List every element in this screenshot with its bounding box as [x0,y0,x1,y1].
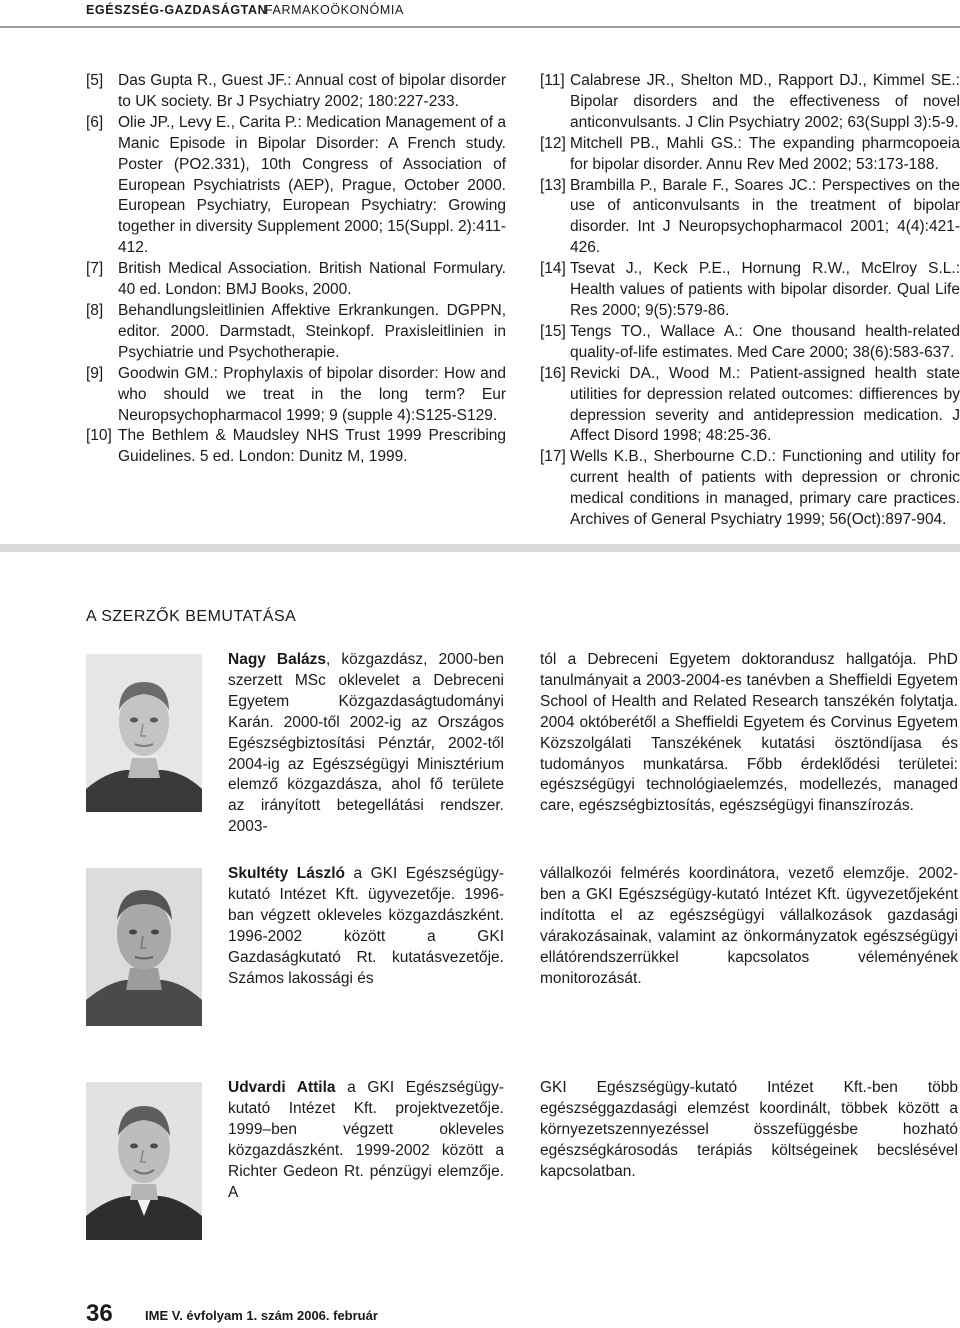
reference-item [540,259,960,322]
portrait-icon [86,868,202,1026]
reference-list-right [540,71,960,531]
reference-text: Brambilla P., Barale F., Soares JC.: Perspectives on the use of anticonvulsants in the treatment of bipolar disorder. Int J Neuropsychopharmacol 2001; 4(4):421-426. [570,176,960,257]
author-bio-left [228,1078,504,1203]
reference-number: [9] [86,364,104,382]
reference-number: [13] [540,176,566,194]
reference-text: Calabrese JR., Shelton MD., Rapport DJ., Kimmel SE.: Bipolar disorders and the effectiveness of novel anticonvulsants. J Clin Psychiatry 2002; 63(Suppl 3):5-9. [570,72,960,131]
author-bio-right: tól a Debreceni Egyetem doktorandusz hallgatója. PhD tanulmányait a 2003-2004-es tanévben a Sheffieldi Egyetem School of Health and Related Research tanszékén folytatja. 2004 októberétől a Sheffieldi Egyetem és Corvinus Egyetem Közszolgálati Tanszékének kutatási ösztöndíjasa és tudományos munkatársa. Főbb érdeklődési területei: egészségügyi technológiaelemzés, modellezés, managed care, egészségbiztosítás, egészségügyi finanszírozás. [540,651,958,815]
reference-text: Behandlungsleitlinien Affektive Erkrankungen. DGPPN, editor. 2000. Darmstadt, Steinkopf. Praxisleitlinien in Psychiatrie und Psychotherapie. [118,301,506,361]
reference-item [540,364,960,448]
reference-number: [10] [86,427,112,445]
author-bio-right: vállalkozói felmérés koordinátora, vezető elemzője. 2002-ben a GKI Egészségügy-kutató Intézet Kft. ügyvezetőjeként indította el az egészségügyi vállalkozások gazdasági várakozásainak, valamint az önkormányzatok egészségügyi ellátórendszerrükkel kapcsolatos véleményének monitorozását. [540,865,958,987]
author-bio-text: , közgazdász, 2000-ben szerzett MSc oklevelet a Debreceni Egyetem Közgazdaságtudományi Karán. 2000-től 2002-ig az Országos Egészségbiztosítási Pénztár, 2002-től 2004-ig az Egészségügyi Minisztérium elemző közgazdásza, ahol fő területe az irányított betegellátási rendszer. 2003- [228,651,504,836]
reference-number: [6] [86,113,104,131]
author-bio-text: a GKI Egészségügy-kutató Intézet Kft. projektvezetője. 1999–ben végzett okleveles közgazdászként. 1999-2002 között a Richter Gedeon Rt. pénzügyi elemzője. A [228,1079,504,1201]
header-section-plain: FARMAKOÖKONÓMIA [265,3,404,17]
author-bio-left [228,650,504,838]
reference-item [540,447,960,531]
reference-number: [7] [86,260,104,278]
reference-number: [11] [540,72,565,89]
author-name: Nagy Balázs [228,651,327,668]
reference-text: Tengs TO., Wallace A.: One thousand health-related quality-of-life estimates. Med Care 2000; 38(6):583-637. [570,322,960,361]
section-divider [0,544,960,552]
reference-number: [12] [540,134,566,152]
portrait-icon [86,654,202,812]
reference-item [86,426,506,468]
portrait-icon [86,1082,202,1240]
header-rule [0,26,960,28]
author-photo [86,1082,202,1240]
author-photo [86,654,202,812]
reference-text: Tsevat J., Keck P.E., Hornung R.W., McElroy S.L.: Health values of patients with bipolar disorder. Qual Life Res 2000; 9(5):579-86. [570,260,960,319]
running-header [0,0,960,26]
reference-item [540,322,960,364]
header-section-bold: EGÉSZSÉG-GAZDASÁGTAN [86,3,268,17]
reference-number: [17] [540,448,566,466]
reference-text: Das Gupta R., Guest JF.: Annual cost of bipolar disorder to UK society. Br J Psychiatry 2002; 180:227-233. [118,72,506,110]
author-bio-text: a GKI Egészségügy-kutató Intézet Kft. ügyvezetője. 1996-ban végzett okleveles közgazdászként. 1996-2002 között a GKI Gazdaságkutató Rt. kutatásvezetője. Számos lakossági és [228,865,504,987]
page-number: 36 [86,1300,113,1327]
reference-number: [15] [540,322,566,340]
author-bio-left [228,864,504,989]
author-bio-right: GKI Egészségügy-kutató Intézet Kft.-ben több egészséggazdasági elemzést koordinált, többek között a környezetszennyezéssel összefüggésbe hozható egészségkárosodás terápiás költségeinek becslésével kapcsolatban. [540,1079,958,1180]
reference-item [86,71,506,113]
reference-text: British Medical Association. British National Formulary. 40 ed. London: BMJ Books, 2000. [118,260,506,299]
reference-text: The Bethlem & Maudsley NHS Trust 1999 Prescribing Guidelines. 5 ed. London: Dunitz M, 1999. [118,427,506,466]
reference-number: [5] [86,72,104,89]
reference-text: Mitchell PB., Mahli GS.: The expanding pharmcopoeia for bipolar disorder. Annu Rev Med 2002; 53:173-188. [570,134,960,173]
author-name: Udvardi Attila [228,1079,336,1096]
journal-info: IME V. évfolyam 1. szám 2006. február [145,1308,378,1323]
reference-number: [8] [86,301,104,319]
reference-item [540,71,960,134]
reference-text: Wells K.B., Sherbourne C.D.: Functioning and utility for current health of patients with depression or chronic medical conditions in managed, primary care practices. Archives of General Psychiatry 1999; 56(Oct):897-904. [570,448,960,529]
reference-item [86,301,506,364]
reference-text: Olie JP., Levy E., Carita P.: Medication Management of a Manic Episode in Bipolar Disorder: A French study. Poster (PO2.331), 10th Congress of Association of European Psychiatrists (AEP), Prague, October 2000. European Psychiatry, European Psychiatry: Growing together in diversity Supplement 2000; 15(Suppl. 2):411-412. [118,113,506,257]
reference-list-left [86,71,506,468]
author-name: Skultéty László [228,865,346,882]
reference-item [540,176,960,260]
reference-item [540,134,960,176]
reference-number: [14] [540,260,566,278]
reference-number: [16] [540,364,566,382]
author-photo [86,868,202,1026]
authors-section-title: A SZERZŐK BEMUTATÁSA [86,608,297,625]
reference-text: Goodwin GM.: Prophylaxis of bipolar disorder: How and who should we treat in the long term? Eur Neuropsychopharmacol 1999; 9 (supple 4):S125-S129. [118,364,506,424]
reference-item [86,113,506,259]
reference-item [86,364,506,427]
reference-item [86,259,506,301]
reference-text: Revicki DA., Wood M.: Patient-assigned health state utilities for depression related outcomes: diffierences by depression severity and antidepression medication. J Affect Disord 1998; 48:25-36. [570,364,960,445]
